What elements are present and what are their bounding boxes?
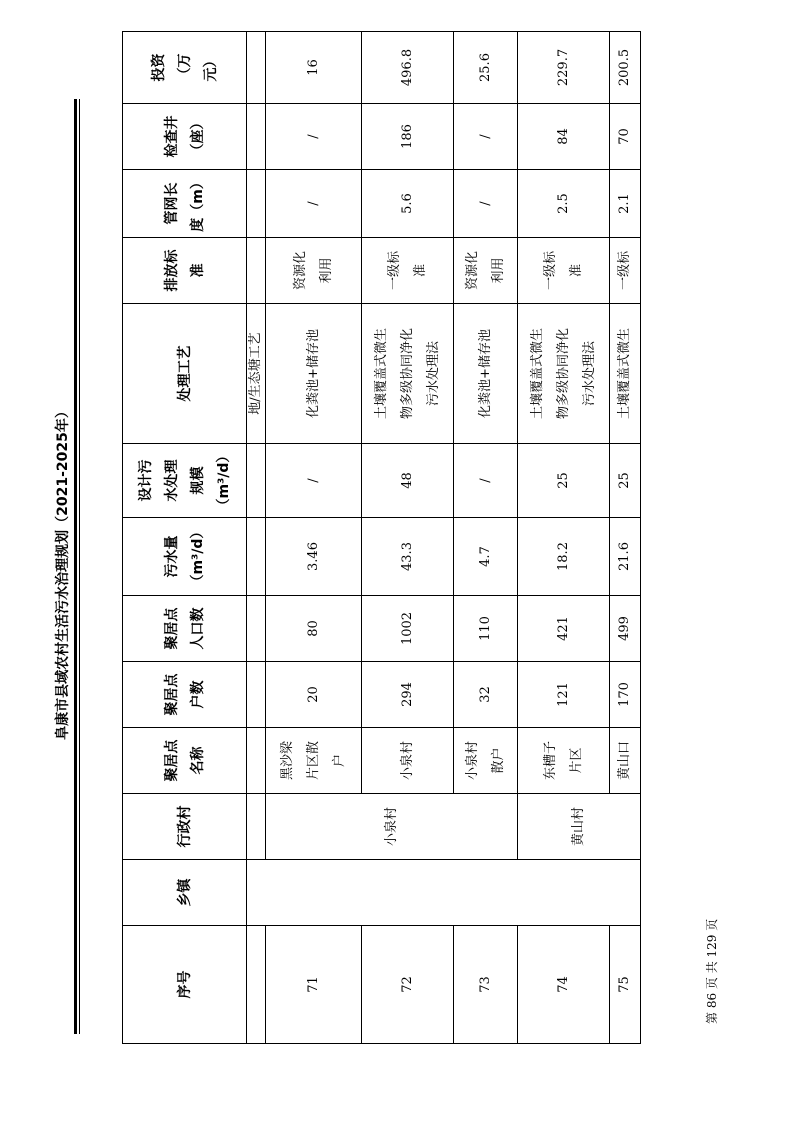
cell-standard: 资源化 利用	[454, 238, 518, 304]
cell-no: 75	[610, 926, 641, 1044]
col-header-sewage: 污水量 （m³/d）	[123, 518, 247, 596]
page-header-title: 阜康市县域农村生活污水治理规划（2021-2025年）	[55, 404, 71, 740]
cell-process: 土壤覆盖式微生 物多级协同净化 污水处理法	[362, 304, 454, 444]
cell-wells: /	[454, 104, 518, 170]
col-header-households: 聚居点 户数	[123, 662, 247, 728]
cell-settlement: 东槽子 片区	[518, 728, 610, 794]
cell-wells: 70	[610, 104, 641, 170]
col-header-wells: 检查井 （座）	[123, 104, 247, 170]
col-header-town: 乡镇	[123, 860, 247, 926]
cell-settlement: 黑沙梁 片区散 户	[266, 728, 362, 794]
cell-sewage: 43.3	[362, 518, 454, 596]
col-header-pipe: 管网长 度（m）	[123, 170, 247, 238]
cell-village: 黄山村	[518, 794, 641, 860]
col-header-village: 行政村	[123, 794, 247, 860]
cell-households: 170	[610, 662, 641, 728]
col-header-settlement: 聚居点 名称	[123, 728, 247, 794]
page-number: 第 86 页 共 129 页	[705, 918, 719, 1024]
cell-no: 73	[454, 926, 518, 1044]
cell-village: 小泉村	[266, 794, 518, 860]
cell-wells: /	[266, 104, 362, 170]
cell-sewage: 4.7	[454, 518, 518, 596]
cell-pipe: 2.5	[518, 170, 610, 238]
cell-population: 1002	[362, 596, 454, 662]
cell-standard: 一级标 准	[362, 238, 454, 304]
col-header-population: 聚居点 人口数	[123, 596, 247, 662]
cell-sewage: 18.2	[518, 518, 610, 596]
cell-no: 71	[266, 926, 362, 1044]
cell-wells: 186	[362, 104, 454, 170]
cell-population: 421	[518, 596, 610, 662]
cell-settlement: 黄山口	[610, 728, 641, 794]
col-header-no: 序号	[123, 926, 247, 1044]
table-header-row	[123, 32, 247, 1044]
cell-design: 25	[610, 444, 641, 518]
cell-settlement: 小泉村	[362, 728, 454, 794]
cell-no: 74	[518, 926, 610, 1044]
cell-wells: 84	[518, 104, 610, 170]
cell-pipe: 5.6	[362, 170, 454, 238]
cell-process: 土壤覆盖式微生	[610, 304, 641, 444]
cell-population: 110	[454, 596, 518, 662]
cell-invest: 496.8	[362, 32, 454, 104]
cell-sewage: 21.6	[610, 518, 641, 596]
cell-design: 48	[362, 444, 454, 518]
table-row-continued	[247, 32, 266, 1044]
cell-process: 化粪池+储存池	[266, 304, 362, 444]
cell-process: 化粪池+储存池	[454, 304, 518, 444]
header-rule-thin	[79, 99, 80, 1034]
cell-sewage: 3.46	[266, 518, 362, 596]
cell-settlement: 小泉村 散户	[454, 728, 518, 794]
cell-invest: 25.6	[454, 32, 518, 104]
cell-standard: 资源化 利用	[266, 238, 362, 304]
cell-design: /	[266, 444, 362, 518]
cell-design: 25	[518, 444, 610, 518]
sewage-plan-table	[122, 31, 641, 1044]
cell-invest: 229.7	[518, 32, 610, 104]
cell-continued-process: 地/生态塘工艺	[247, 304, 266, 444]
cell-town	[247, 860, 641, 926]
cell-population: 80	[266, 596, 362, 662]
col-header-design-scale: 设计污 水处理 规模 （m³/d）	[123, 444, 247, 518]
cell-invest: 16	[266, 32, 362, 104]
cell-pipe: 2.1	[610, 170, 641, 238]
cell-process: 土壤覆盖式微生 物多级协同净化 污水处理法	[518, 304, 610, 444]
cell-pipe: /	[454, 170, 518, 238]
cell-design: /	[454, 444, 518, 518]
cell-households: 121	[518, 662, 610, 728]
header-rule	[74, 99, 77, 1034]
cell-households: 20	[266, 662, 362, 728]
cell-households: 32	[454, 662, 518, 728]
col-header-invest: 投资 （万 元）	[123, 32, 247, 104]
cell-pipe: /	[266, 170, 362, 238]
cell-population: 499	[610, 596, 641, 662]
cell-households: 294	[362, 662, 454, 728]
col-header-standard: 排放标 准	[123, 238, 247, 304]
cell-standard: 一级标 准	[518, 238, 610, 304]
cell-invest: 200.5	[610, 32, 641, 104]
col-header-process: 处理工艺	[123, 304, 247, 444]
cell-standard: 一级标	[610, 238, 641, 304]
cell-no: 72	[362, 926, 454, 1044]
